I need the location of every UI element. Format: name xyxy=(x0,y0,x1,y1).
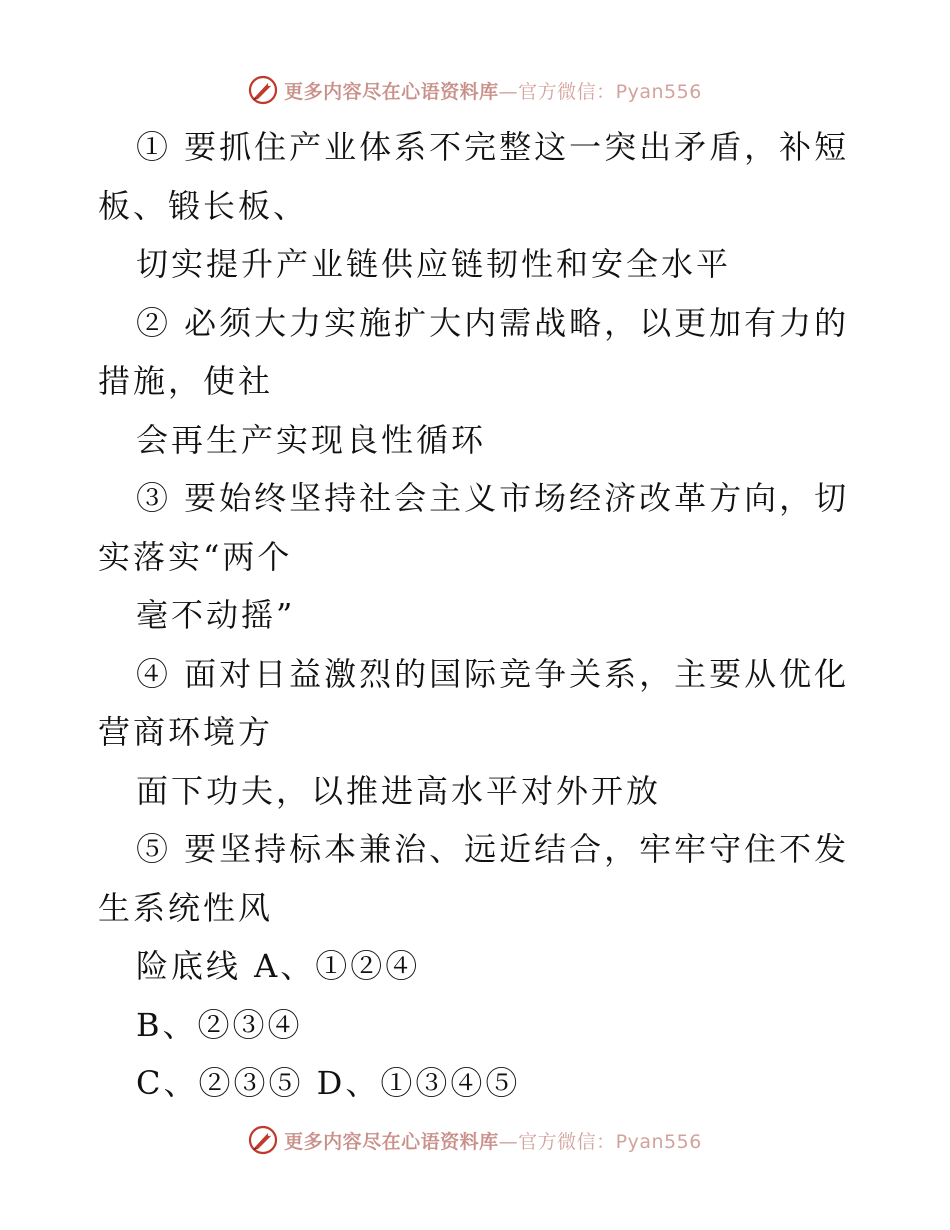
footer-separator: — xyxy=(498,1130,519,1153)
option-2-line-1: ② 必须大力实施扩大内需战略，以更加有力的 xyxy=(136,303,850,342)
pen-logo-icon xyxy=(248,1125,278,1155)
header-site-name: 更多内容尽在心语资料库 xyxy=(284,80,499,103)
option-4-line-3: 面下功夫，以推进高水平对外开放 xyxy=(136,771,662,810)
header-separator: — xyxy=(498,80,519,103)
pen-logo-icon xyxy=(248,75,278,105)
option-2-line-3: 会再生产实现良性循环 xyxy=(136,420,487,459)
footer-wechat-id: 官方微信：Pyan556 xyxy=(518,1130,702,1153)
answer-choice-b: B、②③④ xyxy=(136,1005,303,1044)
footer-site-name: 更多内容尽在心语资料库 xyxy=(284,1130,499,1153)
option-1-line-3: 切实提升产业链供应链韧性和安全水平 xyxy=(136,245,732,283)
option-3-line-3: 毫不动摇” xyxy=(136,596,296,634)
header-watermark-banner xyxy=(0,70,950,110)
footer-watermark-banner xyxy=(0,1120,950,1160)
footer-watermark-text xyxy=(284,1127,702,1154)
option-1-line-1: ① 要抓住产业体系不完整这一突出矛盾，补短 xyxy=(136,128,850,166)
option-4-line-1: ④ 面对日益激烈的国际竞争关系，主要从优化 xyxy=(136,654,850,693)
option-5-line-2: 生系统性风 xyxy=(98,888,274,927)
option-3-line-2: 实落实“两个 xyxy=(98,537,293,576)
option-1-line-2: 板、锻长板、 xyxy=(98,186,309,225)
option-3-line-1: ③ 要始终坚持社会主义市场经济改革方向，切 xyxy=(136,479,850,517)
answer-choice-a: 险底线 A、①②④ xyxy=(136,947,421,985)
question-options-body xyxy=(98,118,850,1113)
option-5-line-1: ⑤ 要坚持标本兼治、远近结合，牢牢守住不发 xyxy=(136,830,850,868)
header-watermark-text xyxy=(284,77,702,104)
answer-choice-c-d: C、②③⑤ D、①③④⑤ xyxy=(136,1064,521,1102)
option-4-line-2: 营商环境方 xyxy=(98,713,274,751)
option-2-line-2: 措施，使社 xyxy=(98,362,274,400)
header-wechat-id: 官方微信：Pyan556 xyxy=(518,80,702,103)
